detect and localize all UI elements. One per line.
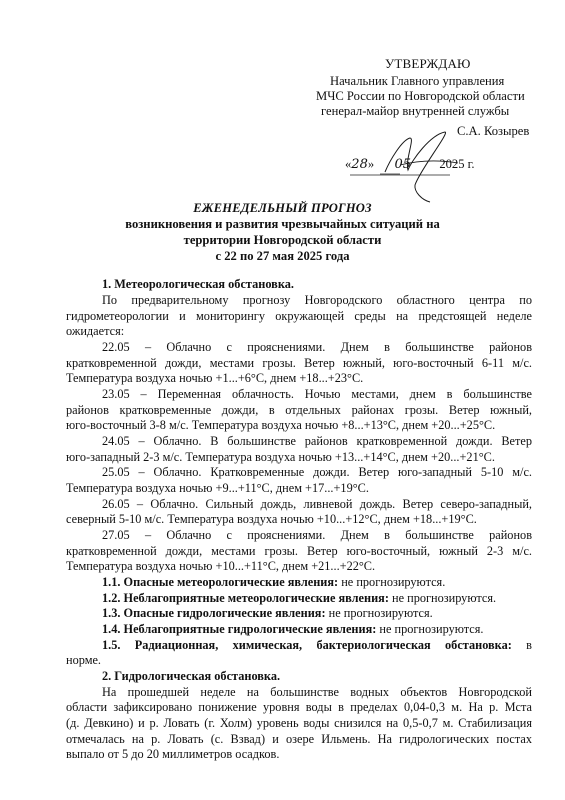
- hazard-item-label: 1.5. Радиационная, химическая, бактериологическая обстановка:: [102, 638, 512, 652]
- hydro-line: На прошедшей неделе на большинстве водных объектов Новгородской: [102, 685, 532, 699]
- hazard-item-value: не прогнозируются.: [338, 575, 446, 589]
- forecast-day-line: 26.05 – Облачно. Сильный дождь, ливневой дождь. Ветер северо-западный,: [102, 497, 532, 511]
- hydro-line: (д. Девкино) и р. Ловать (г. Холм) уровень воды снизился на 0,5-0,7 м. Стабилизация: [66, 716, 532, 730]
- doc-subtitle-line1: возникновения и развития чрезвычайных ситуаций на: [125, 217, 440, 231]
- forecast-day-line: 27.05 – Облачно с прояснениями. Днем в большинстве районов: [102, 528, 532, 542]
- hazard-item-label: 1.1. Опасные метеорологические явления:: [102, 575, 339, 589]
- date-open-quote: «: [345, 157, 352, 171]
- hydro-line: области зафиксировано понижение уровня воды в пределах 0,04-0,3 м. На р. Мста: [66, 700, 532, 714]
- forecast-day-line: 22.05 – Облачно с прояснениями. Днем в большинстве районов: [102, 340, 532, 354]
- forecast-day-line: северный 5-10 м/с. Температура воздуха ночью +10...+12°С, днем +18...+19°С.: [66, 512, 477, 526]
- hazard-item-radiation-cont: норме.: [66, 653, 102, 667]
- hazard-item: [102, 622, 565, 638]
- forecast-day-line: кратковременной дожди, местами грозы. Ветер южный, юго-восточный 6-11 м/с.: [66, 356, 532, 370]
- hydro-line: выпало от 5 до 20 миллиметров осадков.: [66, 747, 280, 761]
- hazard-item: [102, 591, 565, 607]
- forecast-day-line: юго-западный 2-3 м/с. Температура воздуха ночью +13...+14°С, днем +20...+21°С.: [66, 450, 495, 464]
- date-day: 28: [351, 157, 368, 172]
- hazard-item-value: не прогнозируются.: [325, 606, 433, 620]
- approval-position-line1: Начальник Главного управления: [330, 74, 505, 88]
- section2-heading: 2. Гидрологическая обстановка.: [102, 669, 281, 683]
- intro-line: гидрометеорологии и мониторингу окружающей среды на предстоящей неделе: [66, 309, 532, 323]
- approval-heading: УТВЕРЖДАЮ: [385, 56, 471, 71]
- hazard-item: [102, 606, 565, 622]
- forecast-day-line: районов кратковременные дожди, в отдельных районах грозы. Ветер южный,: [66, 403, 532, 417]
- intro-line: ожидается:: [66, 324, 125, 338]
- forecast-day-line: 23.05 – Переменная облачность. Ночью местами, днем в большинстве: [102, 387, 532, 401]
- doc-title: ЕЖЕНЕДЕЛЬНЫЙ ПРОГНОЗ: [193, 201, 372, 215]
- hazard-item-label: 1.2. Неблагоприятные метеорологические явления:: [102, 591, 389, 605]
- section1-heading: 1. Метеорологическая обстановка.: [102, 277, 294, 291]
- forecast-day-line: кратковременной дожди, местами грозы. Ветер юго-восточный, южный 2-3 м/с.: [66, 544, 532, 558]
- forecast-day-line: юго-восточный 3-8 м/с. Температура воздуха ночью +8...+13°С, днем +20...+25°С.: [66, 418, 496, 432]
- hazard-item-label: 1.4. Неблагоприятные гидрологические явления:: [102, 622, 377, 636]
- doc-subtitle-line3: с 22 по 27 мая 2025 года: [215, 249, 350, 263]
- hazard-item-radiation: [102, 638, 532, 654]
- hazard-item-value: не прогнозируются.: [376, 622, 484, 636]
- hazard-item: [102, 575, 565, 591]
- forecast-day-line: Температура воздуха ночью +9...+11°С, днем +17...+19°С.: [66, 481, 369, 495]
- hazard-item-value: в: [511, 638, 532, 652]
- hazard-item-value: не прогнозируются.: [388, 591, 497, 605]
- approval-signatory: С.А. Козырев: [457, 124, 530, 138]
- approval-rank: генерал-майор внутренней службы: [321, 104, 510, 118]
- approval-position-line2: МЧС России по Новгородской области: [316, 89, 525, 103]
- signature-mark: [330, 130, 490, 210]
- intro-line: По предварительному прогнозу Новгородского областного центра по: [102, 293, 532, 307]
- date-year: 2025 г.: [439, 157, 475, 171]
- forecast-day-line: Температура воздуха ночью +1...+6°С, днем +18...+23°С.: [66, 371, 364, 385]
- hazard-item-label: 1.3. Опасные гидрологические явления:: [102, 606, 326, 620]
- forecast-day-line: 25.05 – Облачно. Кратковременные дожди. Ветер юго-западный 5-10 м/с.: [102, 465, 532, 479]
- forecast-day-line: 24.05 – Облачно. В большинстве районов кратковременной дожди. Ветер: [102, 434, 532, 448]
- hydro-line: отмечалась на р. Ловать (с. Взвад) и озере Ильмень. На гидрологических постах: [66, 732, 532, 746]
- date-close-quote: »: [367, 157, 375, 171]
- date-month: 05: [394, 157, 411, 172]
- forecast-day-line: Температура воздуха ночью +10...+11°С, днем +21...+22°С.: [66, 559, 376, 573]
- doc-subtitle-line2: территории Новгородской области: [183, 233, 382, 247]
